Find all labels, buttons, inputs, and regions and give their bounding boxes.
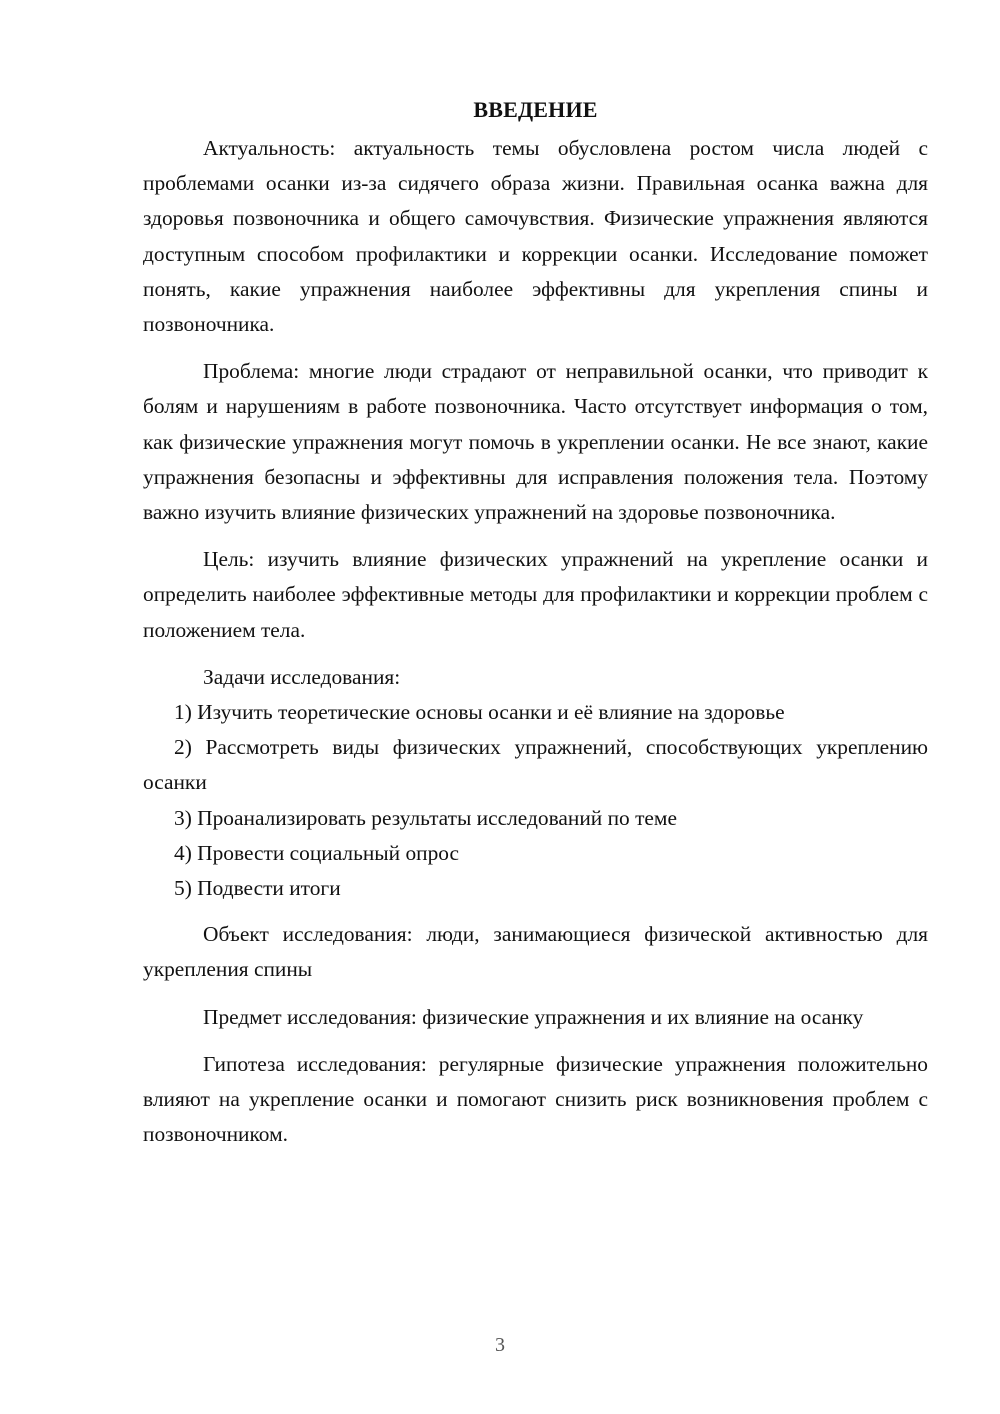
goal-paragraph: Цель: изучить влияние физических упражнений на укрепление осанки и определить наиболее эффективные методы для профилактики и коррекции проблем с положением тела. (143, 547, 928, 642)
hypothesis-paragraph: Гипотеза исследования: регулярные физические упражнения положительно влияют на укрепление осанки и помогают снизить риск возникновения проблем с позвоночником. (143, 1051, 928, 1147)
task-item-5: 5) Подвести итоги (174, 876, 341, 901)
document-page (143, 92, 928, 1152)
relevance-paragraph: Актуальность: актуальность темы обусловлена ростом числа людей с проблемами осанки из-за сидячего образа жизни. Правильная осанка важна для здоровья позвоночника и общего самочувствия. Физические упражнения являются доступным способом профилактики и коррекции осанки. Исследование поможет понять, какие упражнения наиболее эффективны для укрепления спины и позвоночника. (143, 136, 928, 337)
task-item-1: 1) Изучить теоретические основы осанки и её влияние на здоровье (174, 700, 785, 725)
problem-paragraph: Проблема: многие люди страдают от неправильной осанки, что приводит к болям и нарушениям в работе позвоночника. Часто отсутствует информация о том, как физические упражнения могут помочь в укреплении осанки. Не все знают, какие упражнения безопасны и эффективны для исправления положения тела. Поэтому важно изучить влияние физических упражнений на здоровье позвоночника. (143, 359, 928, 525)
page-title: ВВЕДЕНИЕ (473, 97, 598, 122)
task-item-2: 2) Рассмотреть виды физических упражнений, способствующих укреплению осанки (143, 735, 928, 795)
task-item-4: 4) Провести социальный опрос (174, 840, 460, 865)
tasks-heading: Задачи исследования: (203, 664, 401, 689)
object-paragraph: Объект исследования: люди, занимающиеся физической активностью для укрепления спины (143, 922, 928, 982)
page-number: 3 (495, 1334, 505, 1356)
task-item-3: 3) Проанализировать результаты исследований по теме (174, 805, 677, 830)
subject-paragraph: Предмет исследования: физические упражнения и их влияние на осанку (203, 1004, 864, 1029)
